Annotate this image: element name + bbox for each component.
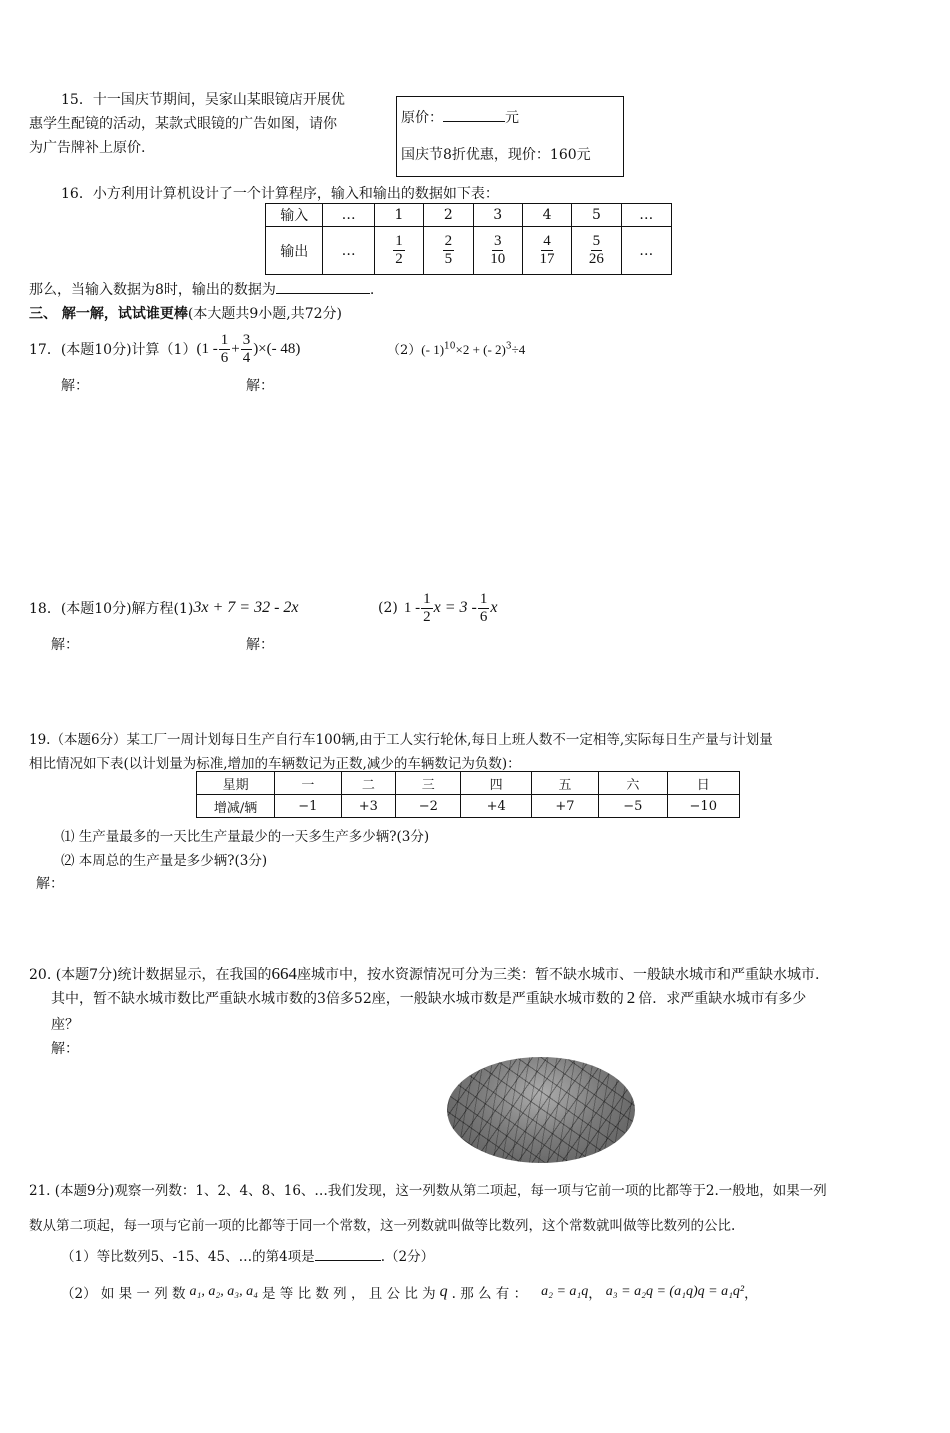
q20-text: 倍．求严重缺水城市有多少 [638, 991, 807, 1007]
q20-city-count: 664 [271, 964, 298, 983]
q17-part2-term: ×2 + (- 2) [455, 342, 506, 357]
q19-row-label: 增减/辆 [197, 795, 275, 818]
q21-formula-a2: a₂ = a₁q [541, 1284, 589, 1299]
q16-question [29, 279, 374, 299]
q21-sub1 [61, 1245, 434, 1265]
q17-solution-label: 解： [246, 378, 274, 394]
q21-ratio-symbol: q [439, 1283, 448, 1300]
q16-output-header: 输出 [266, 227, 323, 275]
q19-change-cell: +7 [531, 795, 598, 818]
exponent: 10 [444, 341, 456, 352]
denominator: 10 [490, 251, 506, 267]
q18-part2 [378, 586, 497, 630]
denominator: 2 [423, 608, 431, 625]
q16-input-cell: 5 [572, 204, 621, 227]
exponent: 3 [505, 341, 512, 352]
ad-discount-text: 国庆节8折优惠，现价：160元 [401, 147, 591, 163]
q16-answer-blank [276, 293, 370, 294]
denominator: 2 [395, 251, 403, 267]
q19-line1: 19.（本题6分）某工厂一周计划每日生产自行车100辆,由于工人实行轮休,每日上班人数不一定相等,实际每日生产量与计划量 [29, 732, 773, 748]
q16-output-cell [572, 227, 621, 275]
numerator: 4 [543, 233, 551, 249]
q21-formula-a3: a₃ = a₂q = (a₁q)q = a₁q² [605, 1284, 745, 1299]
q17-plus: + [231, 340, 240, 357]
numerator: 3 [493, 233, 502, 249]
q16-table [265, 203, 672, 275]
q21-sub2-text: . 那 么 有 ： [451, 1286, 528, 1302]
q19-day-cell: 三 [396, 772, 461, 795]
q19-day-cell: 五 [531, 772, 598, 795]
denominator: 5 [444, 251, 453, 267]
q16-ellipsis: … [621, 227, 671, 275]
q19-solution-label: 解： [36, 876, 64, 892]
q17-part2 [387, 339, 525, 358]
q19-sub1: ⑴ 生产量最多的一天比生产量最少的一天多生产多少辆?(3分) [61, 829, 430, 845]
q16-output-cell [424, 227, 473, 275]
q15-line3: 为广告牌补上原价. [29, 140, 146, 156]
q21-sub1-score: .（2分） [380, 1249, 435, 1265]
q16-input-header: 输入 [266, 204, 323, 227]
q16-period: . [369, 282, 375, 298]
q21-sub2-text: 是 等 比 数 列 ， 且 公 比 为 [262, 1286, 436, 1302]
q18-solution-label: 解： [51, 637, 79, 653]
q16-output-cell [374, 227, 423, 275]
q19-change-cell: −5 [599, 795, 667, 818]
q17-line [29, 327, 300, 371]
section-note: (本大题共9小题,共72分) [187, 306, 342, 322]
q16-input-cell: 4 [522, 204, 571, 227]
q21-sequence: a₁, a₂, a₃, a₄ [189, 1284, 259, 1299]
denominator: 17 [539, 251, 555, 267]
numerator: 1 [220, 331, 229, 348]
q19-table [196, 771, 740, 818]
q17-part2-label: （2） [387, 343, 422, 358]
q18-prefix: 18．(本题10分)解方程(1) [29, 601, 194, 617]
numerator: 2 [444, 233, 453, 249]
q17-prefix: 17．(本题10分)计算（1） [29, 342, 197, 358]
ad-price-unit: 元 [505, 110, 519, 126]
q16-output-cell [473, 227, 522, 275]
q21-line1: 21. (本题9分)观察一列数：1、2、4、8、16、…我们发现，这一列数从第二项起，每一项与它前一项的比都等于2.一般地，如果一列 [29, 1183, 827, 1199]
q16-question-text: 那么，当输入数据为8时，输出的数据为 [29, 282, 276, 298]
q19-change-cell: −1 [275, 795, 341, 818]
q18-solution-label: 解： [246, 637, 274, 653]
section-heading [29, 303, 342, 323]
q17-part2-term: ÷4 [511, 342, 526, 357]
q17-part2-term: (- 1) [421, 342, 445, 357]
numerator: 1 [479, 590, 488, 607]
q19-header-label: 星期 [197, 772, 275, 795]
denominator: 26 [588, 251, 604, 267]
q16-ellipsis: … [323, 227, 374, 275]
q20-text: 座城市中，按水资源情况可分为三类：暂不缺水城市、一般缺水城市和严重缺水城市. [297, 967, 820, 983]
q19-change-cell: −10 [667, 795, 739, 818]
q18-equation1: 3x + 7 = 32 - 2x [193, 599, 299, 616]
section-title: 三、 解一解，试试谁更棒 [29, 306, 188, 322]
numerator: 1 [395, 233, 403, 249]
q16-intro: 16．小方利用计算机设计了一个计算程序，输入和输出的数据如下表： [61, 186, 499, 202]
q19-change-cell: +4 [461, 795, 531, 818]
q21-line2: 数从第二项起，每一项与它前一项的比都等于同一个常数，这一列数就叫做等比数列，这个常数就叫做等比数列的公比. [29, 1218, 736, 1234]
q20-text: 其中，暂不缺水城市数比严重缺水城市数的3倍多52座，一般缺水城市数是严重缺水城市数的 [51, 991, 624, 1007]
q21-comma: ， [588, 1286, 602, 1302]
q17-solution-label: 解： [61, 378, 89, 394]
q17-expr-close: )×(- 48) [253, 340, 301, 357]
q20-text: 20. (本题7分)统计数据显示，在我国的 [29, 967, 272, 983]
ad-price-blank [443, 121, 505, 122]
q21-sub2-text: （2） 如 果 一 列 数 [61, 1286, 186, 1302]
q19-change-cell: +3 [341, 795, 396, 818]
q19-day-cell: 日 [667, 772, 739, 795]
q20-solution-label: 解： [51, 1041, 79, 1057]
q16-input-cell: 2 [424, 204, 473, 227]
q18-term: x = 3 - [433, 599, 477, 616]
q16-input-cell: 1 [374, 204, 423, 227]
q17-expr-open: (1 - [196, 340, 218, 357]
q18-line [29, 586, 299, 630]
q15-line1: 15．十一国庆节期间，吴家山某眼镜店开展优 [61, 92, 345, 108]
q19-sub2: ⑵ 本周总的生产量是多少辆?(3分) [61, 853, 268, 869]
denominator: 6 [220, 349, 229, 366]
q20-line3: 座？ [51, 1017, 79, 1033]
q20-line2 [51, 988, 806, 1008]
q18-part2-label: (2) [378, 600, 398, 616]
q19-day-cell: 一 [275, 772, 341, 795]
q19-line2: 相比情况如下表(以计划量为标准,增加的车辆数记为正数,减少的车辆数记为负数)： [29, 756, 521, 772]
q21-sub1-text: （1）等比数列5、-15、45、…的第4项是 [61, 1249, 315, 1265]
q19-day-cell: 四 [461, 772, 531, 795]
q15-line2: 惠学生配镜的活动，某款式眼镜的广告如图，请你 [29, 116, 337, 132]
q21-comma: ， [744, 1286, 758, 1302]
q16-input-cell: 3 [473, 204, 522, 227]
numerator: 3 [242, 331, 251, 348]
q21-answer-blank [315, 1260, 381, 1261]
cracked-earth-image [447, 1057, 635, 1163]
q18-term: 1 - [403, 599, 421, 616]
q21-sub2 [61, 1282, 901, 1302]
q20-line1 [29, 964, 820, 984]
advertisement-board [396, 96, 624, 177]
q16-ellipsis: … [621, 204, 671, 227]
ad-price-label: 原价： [401, 110, 443, 126]
q20-multiplier: 2 [626, 988, 636, 1007]
denominator: 6 [479, 608, 488, 625]
numerator: 5 [592, 233, 601, 249]
q19-day-cell: 二 [341, 772, 396, 795]
q19-day-cell: 六 [599, 772, 667, 795]
q18-term: x [490, 599, 498, 616]
q19-change-cell: −2 [396, 795, 461, 818]
denominator: 4 [242, 349, 251, 366]
q16-output-cell [522, 227, 571, 275]
q16-ellipsis: … [323, 204, 374, 227]
numerator: 1 [423, 590, 431, 607]
